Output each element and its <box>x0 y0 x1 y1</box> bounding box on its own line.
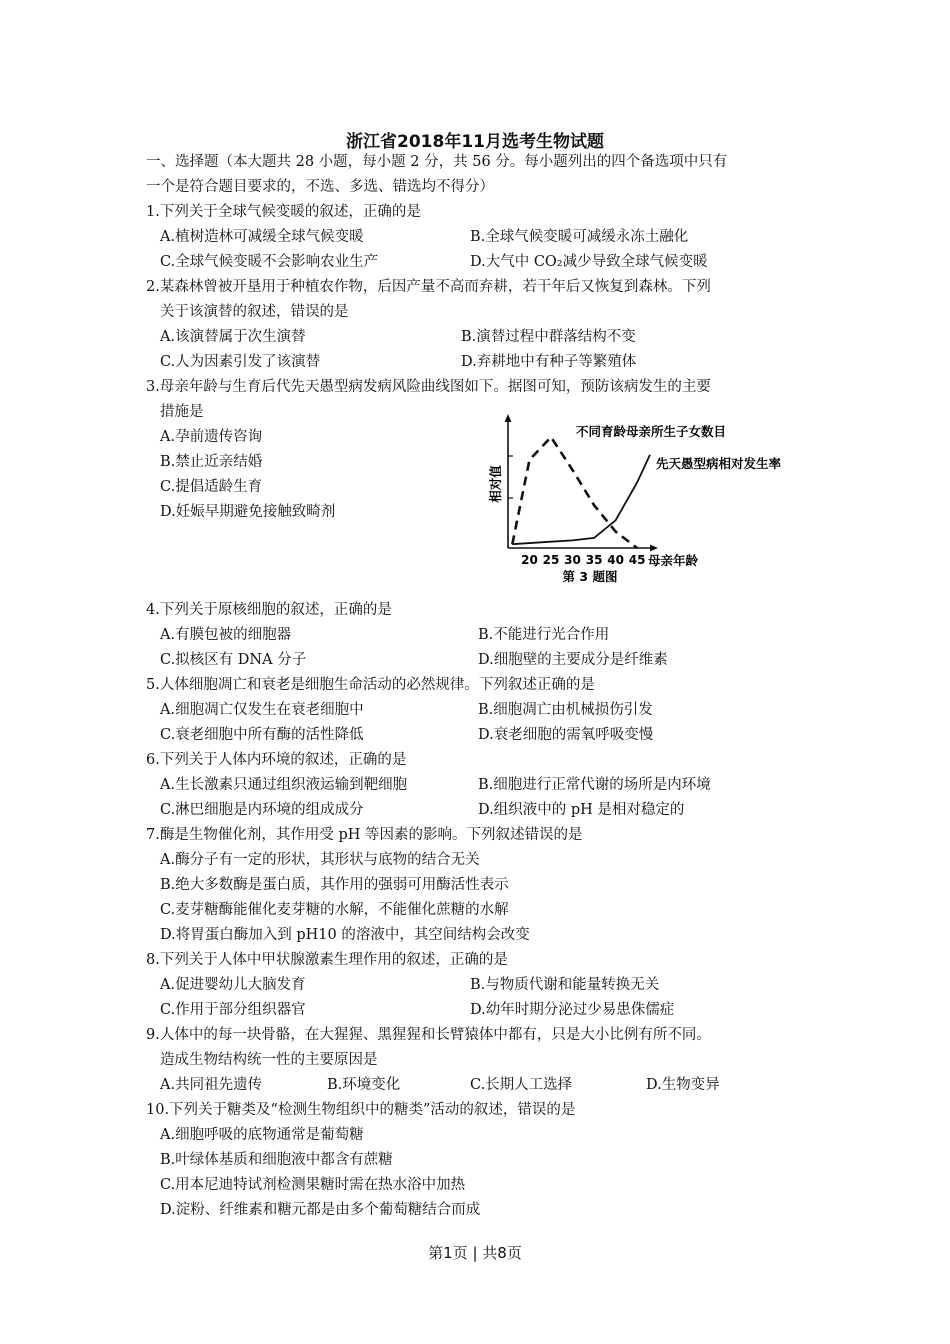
q1-option-c: C.全球气候变暖不会影响农业生产 <box>160 254 379 270</box>
q9-option-b: B.环境变化 <box>327 1077 401 1093</box>
series-label-down-syndrome: 先天愚型病相对发生率 <box>656 456 782 471</box>
q9-stem-line1: 9.人体中的每一块骨骼，在大猩猩、黑猩猩和长臂猿体中都有，只是大小比例有所不同。 <box>146 1027 711 1043</box>
x-axis-arrow <box>650 545 658 552</box>
q10-option-c: C.用本尼迪特试剂检测果糖时需在热水浴中加热 <box>160 1177 466 1193</box>
q10-option-b: B.叶绿体基质和细胞液中都含有蔗糖 <box>160 1152 393 1168</box>
q5-option-b: B.细胞凋亡由机械损伤引发 <box>478 702 653 718</box>
series-children-count-line <box>512 437 637 548</box>
q2-option-a: A.该演替属于次生演替 <box>160 329 306 345</box>
q7-option-c: C.麦芽糖酶能催化麦芽糖的水解，不能催化蔗糖的水解 <box>160 902 509 918</box>
q6-option-c: C.淋巴细胞是内环境的组成成分 <box>160 802 364 818</box>
q9-option-a: A.共同祖先遗传 <box>160 1077 263 1093</box>
q3-option-d: D.妊娠早期避免接触致畸剂 <box>160 504 336 520</box>
q5-stem: 5.人体细胞凋亡和衰老是细胞生命活动的必然规律。下列叙述正确的是 <box>146 677 595 693</box>
q3-option-c: C.提倡适龄生育 <box>160 479 263 495</box>
page-title: 浙江省2018年11月选考生物试题 <box>346 132 604 152</box>
q2-stem-line2: 关于该演替的叙述，错误的是 <box>160 304 349 320</box>
series-down-syndrome-rate-line <box>512 455 650 544</box>
q3-stem-line2: 措施是 <box>160 404 204 420</box>
page-footer: 第1页 | 共8页 <box>428 1244 522 1262</box>
q2-option-c: C.人为因素引发了该演替 <box>160 354 321 370</box>
q2-option-b: B.演替过程中群落结构不变 <box>461 329 636 345</box>
q5-option-c: C.衰老细胞中所有酶的活性降低 <box>160 727 364 743</box>
q7-option-d: D.将胃蛋白酶加入到 pH10 的溶液中，其空间结构会改变 <box>160 927 530 943</box>
q6-option-b: B.细胞进行正常代谢的场所是内环境 <box>478 777 711 793</box>
x-tick-label: 35 <box>585 553 603 567</box>
q3-chart <box>484 408 824 592</box>
instructions-line1: 一、选择题（本大题共 28 小题，每小题 2 分，共 56 分。每小题列出的四个备选项中只有 <box>146 154 728 170</box>
q1-option-d: D.大气中 CO₂减少导致全球气候变暖 <box>470 254 708 270</box>
x-tick-label: 20 <box>521 553 538 567</box>
q4-stem: 4.下列关于原核细胞的叙述，正确的是 <box>146 602 392 618</box>
q3-stem-line1: 3.母亲年龄与生育后代先天愚型病发病风险曲线图如下。据图可知，预防该病发生的主要 <box>146 379 711 395</box>
q6-stem: 6.下列关于人体内环境的叙述，正确的是 <box>146 752 407 768</box>
q9-stem-line2: 造成生物结构统一性的主要原因是 <box>160 1052 378 1068</box>
x-axis-label: 母亲年龄 <box>648 553 699 568</box>
q1-option-a: A.植树造林可减缓全球气候变暖 <box>160 229 364 245</box>
q6-option-a: A.生长激素只通过组织液运输到靶细胞 <box>160 777 408 793</box>
y-axis-arrow <box>505 414 512 422</box>
q10-option-d: D.淀粉、纤维素和糖元都是由多个葡萄糖结合而成 <box>160 1202 481 1218</box>
instructions-line2: 一个是符合题目要求的，不选、多选、错选均不得分） <box>146 179 494 195</box>
q10-option-a: A.细胞呼吸的底物通常是葡萄糖 <box>160 1127 364 1143</box>
q5-option-a: A.细胞凋亡仅发生在衰老细胞中 <box>160 702 364 718</box>
q6-option-d: D.组织液中的 pH 是相对稳定的 <box>478 802 685 818</box>
x-tick-label: 30 <box>564 553 581 567</box>
x-tick-labels <box>521 553 645 567</box>
q4-option-b: B.不能进行光合作用 <box>478 627 610 643</box>
q7-option-b: B.绝大多数酶是蛋白质，其作用的强弱可用酶活性表示 <box>160 877 509 893</box>
q9-option-c: C.长期人工选择 <box>470 1077 573 1093</box>
q4-option-c: C.拟核区有 DNA 分子 <box>160 652 307 668</box>
q8-option-d: D.幼年时期分泌过少易患侏儒症 <box>470 1002 675 1018</box>
x-tick-label: 25 <box>542 553 560 567</box>
q1-option-b: B.全球气候变暖可减缓永冻土融化 <box>470 229 689 245</box>
q3-option-a: A.孕前遗传咨询 <box>160 429 263 445</box>
q3-option-b: B.禁止近亲结婚 <box>160 454 263 470</box>
q7-stem: 7.酶是生物催化剂，其作用受 pH 等因素的影响。下列叙述错误的是 <box>146 827 583 843</box>
q4-option-a: A.有膜包被的细胞器 <box>160 627 292 643</box>
x-tick-label: 40 <box>607 553 624 567</box>
chart-caption: 第 3 题图 <box>562 569 618 584</box>
x-tick-label: 45 <box>628 553 646 567</box>
q8-option-a: A.促进婴幼儿大脑发育 <box>160 977 306 993</box>
q8-option-b: B.与物质代谢和能量转换无关 <box>470 977 660 993</box>
q2-option-d: D.弃耕地中有种子等繁殖体 <box>461 354 637 370</box>
q8-option-c: C.作用于部分组织器官 <box>160 1002 306 1018</box>
q5-option-d: D.衰老细胞的需氧呼吸变慢 <box>478 727 654 743</box>
q10-stem: 10.下列关于糖类及“检测生物组织中的糖类”活动的叙述，错误的是 <box>146 1102 576 1118</box>
y-axis-label: 相对值 <box>488 465 503 503</box>
q2-stem-line1: 2.某森林曾被开垦用于种植农作物，后因产量不高而弃耕，若干年后又恢复到森林。下列 <box>146 279 711 295</box>
q8-stem: 8.下列关于人体中甲状腺激素生理作用的叙述，正确的是 <box>146 952 508 968</box>
q1-stem: 1.下列关于全球气候变暖的叙述，正确的是 <box>146 204 421 220</box>
q4-option-d: D.细胞壁的主要成分是纤维素 <box>478 652 668 668</box>
q7-option-a: A.酶分子有一定的形状，其形状与底物的结合无关 <box>160 852 480 868</box>
q9-option-d: D.生物变异 <box>646 1077 720 1093</box>
series-label-children: 不同育龄母亲所生子女数目 <box>576 424 727 439</box>
